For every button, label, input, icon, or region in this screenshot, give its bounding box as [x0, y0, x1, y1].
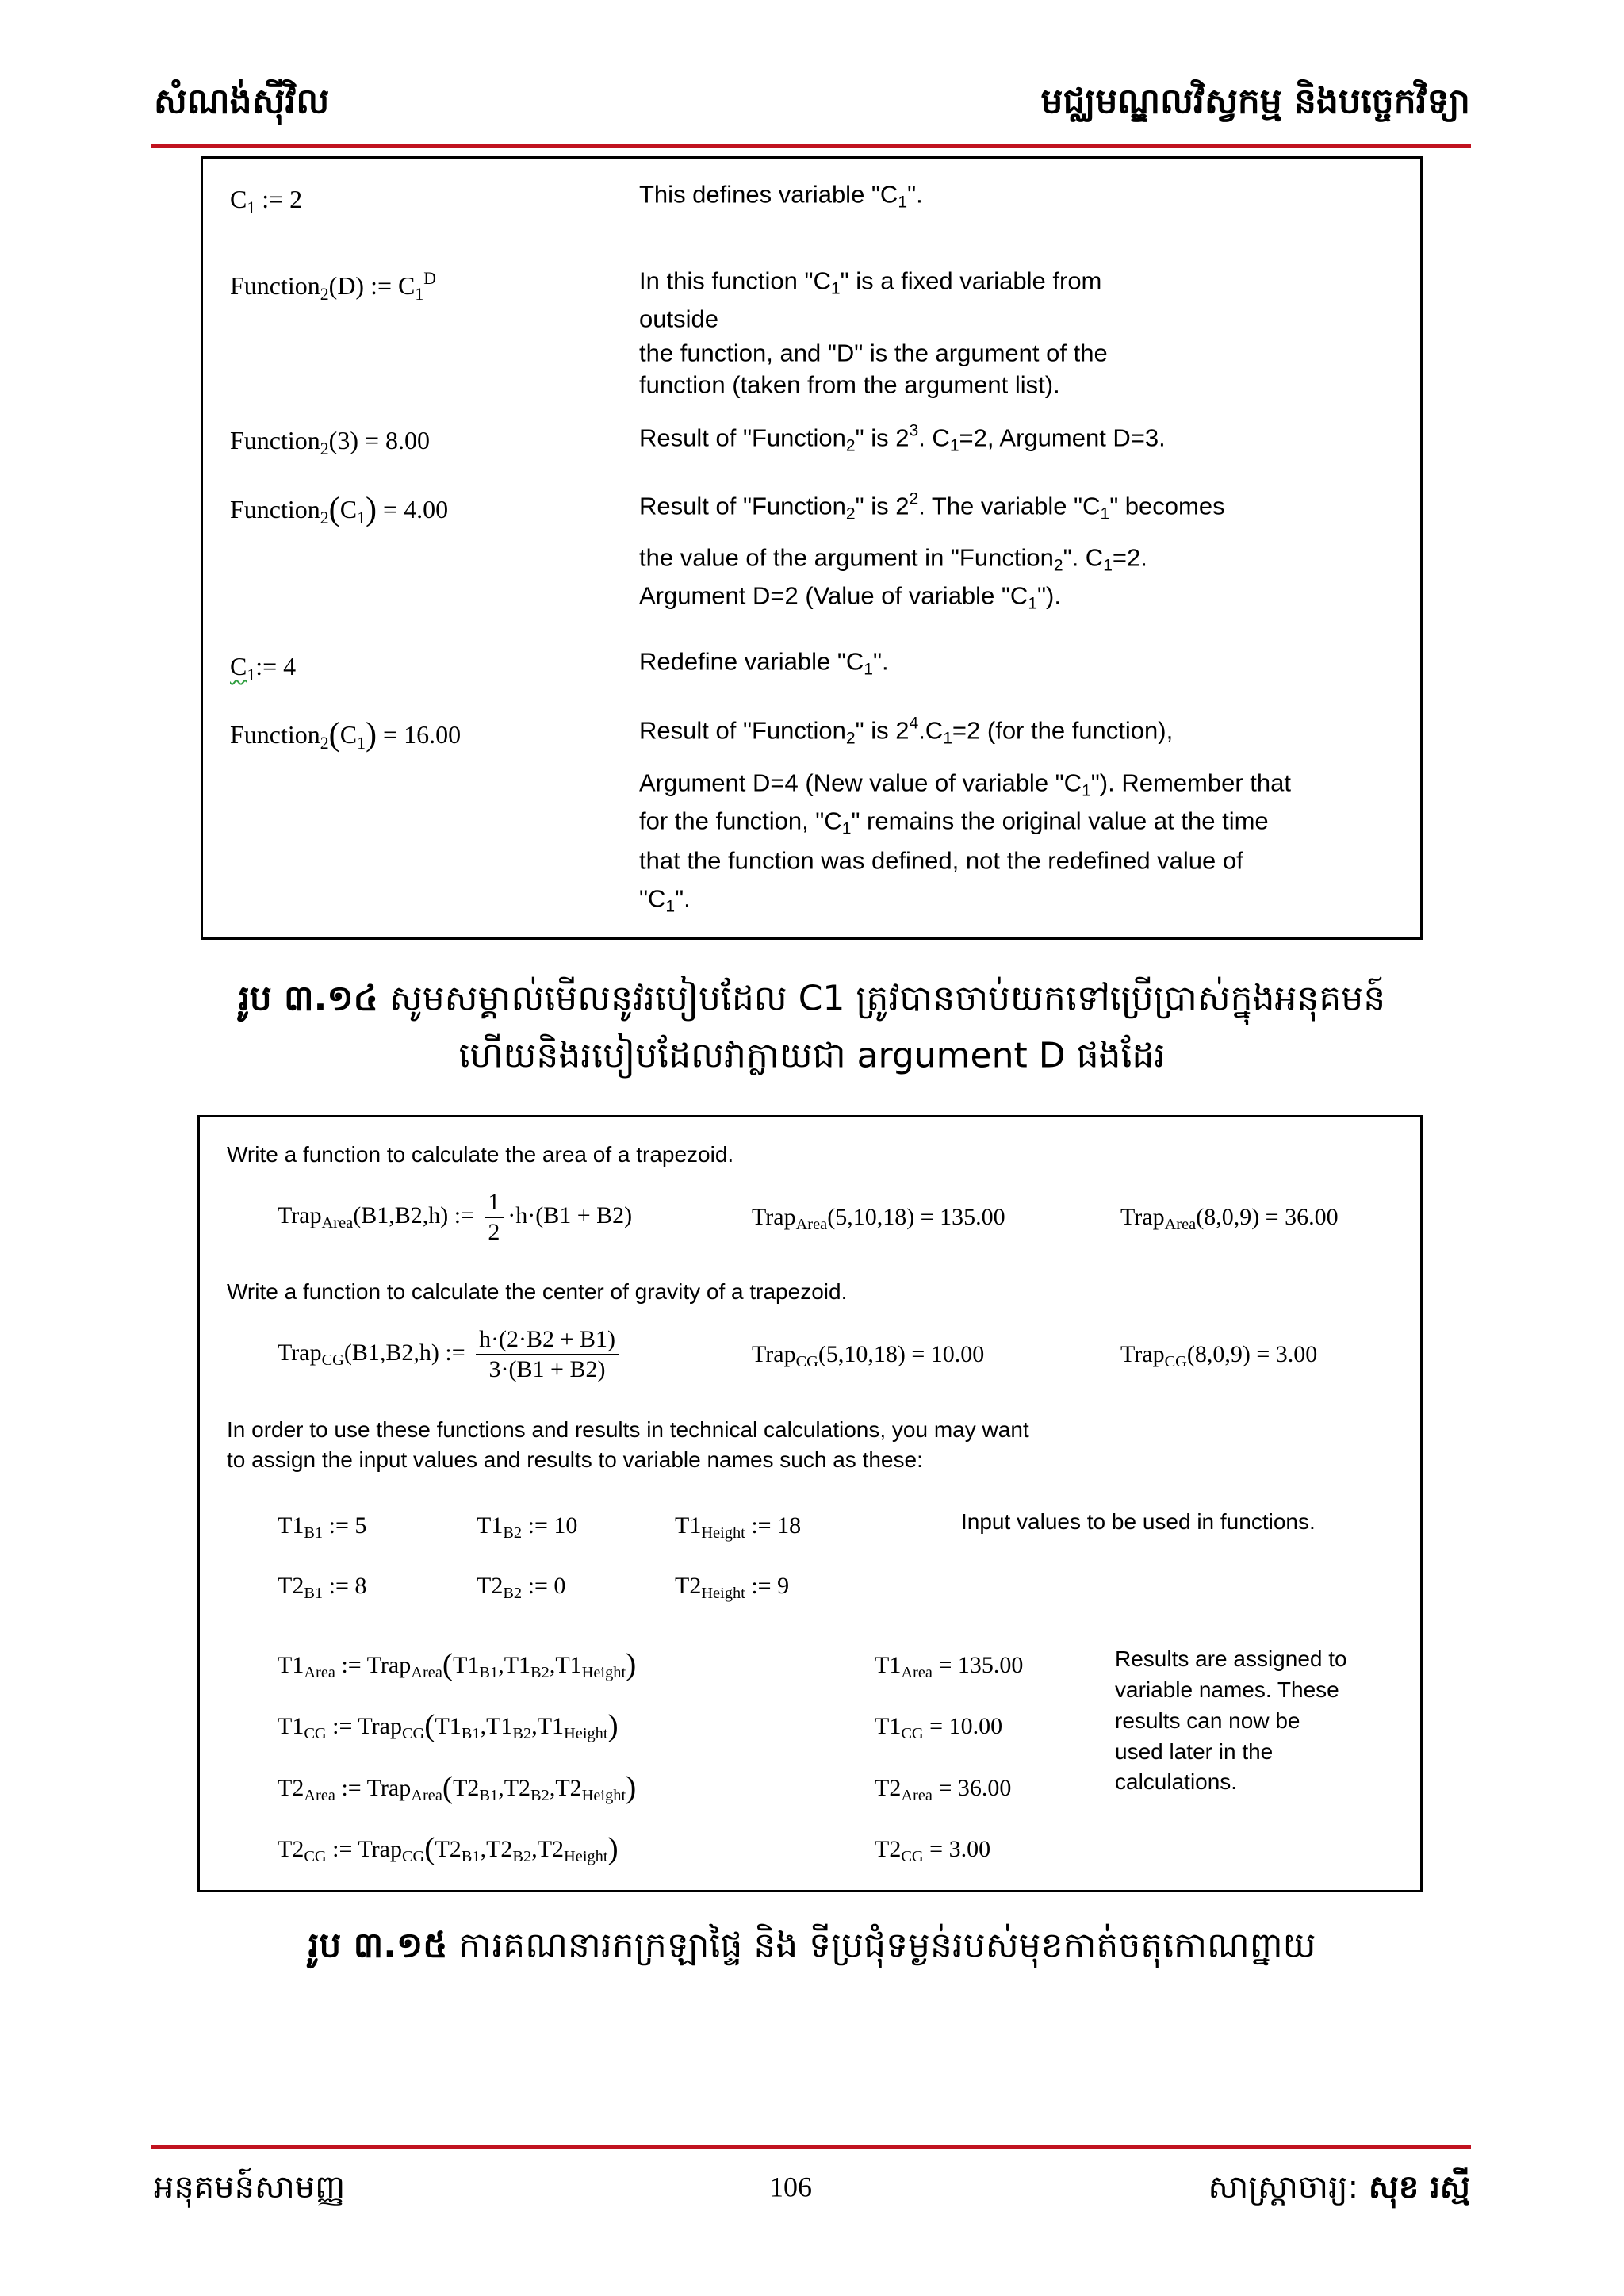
- fraction-denominator: 2: [488, 1219, 500, 1245]
- subscript: Height: [701, 1585, 745, 1603]
- subscript: 2: [845, 436, 856, 455]
- subscript: CG: [321, 1351, 344, 1369]
- math-expression: $Function_2(C_1) = 4.00$: [230, 490, 449, 528]
- parenthesis: (: [424, 1830, 435, 1866]
- subscript: B1: [479, 1787, 499, 1805]
- fraction-denominator: 3·(B1 + B2): [488, 1356, 606, 1382]
- area-evaluation: Trap$_{Area}$(8,0,9) = 36.00: [1120, 1204, 1339, 1234]
- subscript: CG: [304, 1725, 327, 1743]
- author-label: សាស្ត្រាចារ្យ:: [1208, 2169, 1359, 2206]
- subscript: Area: [411, 1664, 442, 1682]
- subscript: CG: [1164, 1353, 1187, 1371]
- subscript: B2: [530, 1664, 550, 1682]
- result-assignment: $T2_{CG}$ := $Trap_{CG}(T2_{B1},T2_{B2},T2_{Height})$: [278, 1830, 619, 1866]
- subscript: 2: [845, 504, 856, 523]
- caption-text: ការគណនារកក្រឡាផ្ទៃ និង ទីប្រជុំទម្ងន់របស់មុខកាត់ចតុកោណព្នាយ: [458, 1925, 1316, 1966]
- subscript: 1: [357, 508, 366, 527]
- math-expression: $Function_2(C_1) = 16.00$: [230, 715, 462, 753]
- subscript: 1: [357, 733, 366, 753]
- note-line: This defines variable "$C_1$".: [639, 180, 923, 212]
- redefinition-warning-variable: $C_1$: [230, 651, 256, 684]
- parenthesis: (: [424, 1708, 435, 1743]
- note-line: Argument D=4 (New value of variable "$C_1$"). Remember that: [639, 769, 1291, 800]
- math-expression: Function$_2$(3) = 8.00: [230, 425, 431, 458]
- cg-evaluation: Trap$_{CG}$(5,10,18) = 10.00: [752, 1341, 985, 1371]
- parenthesis: ): [626, 1646, 637, 1682]
- parenthesis: (: [328, 490, 340, 528]
- caption-text: សូមសម្គាល់មើលនូវរបៀបដែល C1 ត្រូវបានចាប់យកទៅប្រើប្រាស់ក្នុងអនុគមន៍: [389, 978, 1386, 1019]
- area-evaluation: Trap$_{Area}$(5,10,18) = 135.00: [752, 1204, 1005, 1234]
- result-value: $T1_{Area} = 135.00$: [875, 1652, 1024, 1682]
- parenthesis: (: [328, 715, 340, 753]
- math-expression: Function$_2$(D) := $C_1^D$: [230, 268, 436, 304]
- subscript: CG: [401, 1725, 425, 1743]
- superscript: D: [423, 268, 436, 288]
- cg-evaluation: Trap$_{CG}$(8,0,9) = 3.00: [1120, 1341, 1318, 1371]
- parenthesis: ): [626, 1769, 637, 1805]
- note-line: In this function "$C_1$" is a fixed variable from: [639, 266, 1102, 298]
- subscript: 1: [247, 197, 256, 217]
- subscript: B2: [503, 1585, 523, 1603]
- subscript: B1: [461, 1848, 481, 1866]
- parenthesis: (: [442, 1769, 454, 1805]
- math-expression: $C_1$ := 2: [230, 184, 303, 217]
- note-line: the value of the argument in "Function$_2$". $C_1=2$.: [639, 543, 1147, 575]
- note-line: Result of "Function$_2$" is $2^2$. The variable "$C_1$" becomes: [639, 489, 1225, 523]
- result-value: $T1_{CG} = 10.00$: [875, 1713, 1003, 1743]
- subscript: 1: [247, 665, 256, 684]
- result-value: $T2_{Area} = 36.00$: [875, 1775, 1012, 1805]
- subscript: 2: [320, 508, 329, 527]
- subscript: B1: [479, 1664, 499, 1682]
- subscript: Height: [564, 1725, 608, 1743]
- subscript: 1: [864, 660, 874, 679]
- subscript: 1: [898, 193, 908, 212]
- results-note-line: variable names. These: [1115, 1677, 1339, 1703]
- results-note-line: used later in the: [1115, 1739, 1274, 1765]
- subscript: 1: [1103, 556, 1113, 575]
- math-expression-redefinition: [230, 651, 297, 684]
- footer-author: [1208, 2168, 1470, 2206]
- input-assignment: $T1_{Height}$ := 18: [675, 1512, 802, 1543]
- subscript: 1: [1028, 594, 1038, 613]
- paragraph-line: In order to use these functions and results in technical calculations, you may want: [227, 1417, 1029, 1443]
- note-line: Result of "Function$_2$" is $2^3$. $C_1=2$, Argument D=3.: [639, 421, 1166, 455]
- footer-chapter-title: អនុគមន៍សាមញ្ញ: [154, 2169, 346, 2206]
- subscript: 1: [943, 729, 952, 748]
- superscript: 2: [909, 489, 919, 508]
- subscript: 2: [845, 729, 856, 748]
- input-assignment: $T1_{B2}$ := 10: [477, 1512, 578, 1543]
- cg-function-definition: Trap$_{CG}$(B1,B2,h) := $\frac{h\cdot(2\cdot B2 + B1)}{3\cdot(B1 + B2)}$: [278, 1325, 623, 1384]
- input-assignment: $T2_{Height}$ := 9: [675, 1573, 790, 1603]
- subscript: Height: [701, 1524, 745, 1543]
- input-assignment: $T1_{B1}$ := 5: [278, 1512, 367, 1543]
- superscript: 4: [909, 714, 919, 733]
- subscript: 2: [320, 439, 329, 458]
- subscript: 2: [1053, 556, 1063, 575]
- subscript: Area: [901, 1787, 933, 1805]
- subscript: Area: [1164, 1216, 1197, 1234]
- fraction-numerator: 1: [485, 1188, 504, 1218]
- subscript: CG: [901, 1848, 924, 1866]
- subscript: 2: [320, 733, 329, 753]
- author-name: សុខ រស្មី: [1368, 2169, 1470, 2206]
- parenthesis: ): [365, 490, 377, 528]
- parenthesis: (: [442, 1646, 454, 1682]
- header-right-title: មជ្ឈមណ្ឌលវិស្វកម្ម និងបច្ចេកវិទ្យា: [1040, 81, 1470, 122]
- note-line: Argument D=2 (Value of variable "$C_1$").: [639, 581, 1061, 613]
- paragraph-line: to assign the input values and results to variable names such as these:: [227, 1447, 923, 1473]
- parenthesis: ): [607, 1708, 619, 1743]
- note-line: function (taken from the argument list).: [639, 370, 1060, 399]
- subscript: Area: [304, 1664, 335, 1682]
- subscript: B1: [304, 1585, 324, 1603]
- subscript: Height: [581, 1787, 626, 1805]
- subscript: Area: [304, 1787, 335, 1805]
- note-line: for the function, "$C_1$" remains the original value at the time: [639, 807, 1269, 838]
- subscript: B2: [530, 1787, 550, 1805]
- note-line: Result of "Function$_2$" is $2^4.C_1=2$ (for the function),: [639, 714, 1174, 748]
- area-function-definition: Trap$_{Area}$(B1,B2,h) := $\frac{1}{2}$ ·h·(B1 + B2): [278, 1189, 633, 1245]
- subscript: B2: [503, 1524, 523, 1543]
- subscript: CG: [401, 1848, 425, 1866]
- note-line: outside: [639, 305, 718, 333]
- subscript: CG: [795, 1353, 818, 1371]
- note-line: that the function was defined, not the redefined value of: [639, 846, 1243, 875]
- subscript: B1: [461, 1725, 481, 1743]
- result-assignment: $T2_{Area}$ := $Trap_{Area}(T2_{B1},T2_{B2},T2_{Height})$: [278, 1769, 637, 1805]
- result-assignment: $T1_{CG}$ := $Trap_{CG}(T1_{B1},T1_{B2},T1_{Height})$: [278, 1708, 619, 1743]
- header-left-title: សំណង់ស៊ីវិល: [154, 81, 330, 122]
- subscript: 2: [320, 284, 329, 304]
- figure-3-14-caption-line-2: ហើយនិងរបៀបដែលវាក្លាយជា argument D ផងដែរ: [458, 1035, 1166, 1076]
- subscript: 1: [1100, 504, 1110, 523]
- area-heading: Write a function to calculate the area of a trapezoid.: [227, 1142, 734, 1167]
- subscript: CG: [901, 1725, 924, 1743]
- fraction: [476, 1325, 619, 1384]
- subscript: 1: [830, 279, 841, 298]
- result-assignment: $T1_{Area}$ := $Trap_{Area}(T1_{B1},T1_{B2},T1_{Height})$: [278, 1646, 637, 1682]
- subscript: 1: [949, 436, 959, 455]
- input-assignment: $T2_{B2}$ := 0: [477, 1573, 566, 1603]
- subscript: 1: [665, 897, 676, 916]
- fraction-numerator: h·(2·B2 + B1): [476, 1325, 619, 1355]
- figure-3-14-panel: [201, 156, 1423, 940]
- input-assignment: $T2_{B1}$ := 8: [278, 1573, 367, 1603]
- inputs-note: Input values to be used in functions.: [961, 1509, 1316, 1535]
- results-note-line: calculations.: [1115, 1769, 1238, 1795]
- figure-label: រូប ៣.១៥: [308, 1925, 448, 1966]
- subscript: Area: [795, 1216, 828, 1234]
- subscript: B2: [512, 1725, 532, 1743]
- parenthesis: ): [607, 1830, 619, 1866]
- cg-heading: Write a function to calculate the center of gravity of a trapezoid.: [227, 1279, 848, 1305]
- parenthesis: ): [365, 715, 377, 753]
- figure-3-15-caption: [119, 1926, 1505, 1968]
- fraction: [485, 1188, 504, 1247]
- subscript: 1: [1082, 781, 1091, 800]
- subscript: Height: [581, 1664, 626, 1682]
- subscript: Area: [411, 1787, 442, 1805]
- results-note-line: results can now be: [1115, 1708, 1300, 1734]
- page-number: 106: [769, 2171, 812, 2203]
- header-rule: [151, 144, 1471, 148]
- result-value: $T2_{CG} = 3.00$: [875, 1836, 991, 1866]
- note-line: Redefine variable "$C_1$".: [639, 647, 889, 679]
- subscript: B1: [304, 1524, 324, 1543]
- figure-3-15-panel: [197, 1115, 1423, 1892]
- superscript: 3: [909, 421, 919, 440]
- subscript: Height: [564, 1848, 608, 1866]
- subscript: CG: [304, 1848, 327, 1866]
- note-line: the function, and "D" is the argument of the: [639, 339, 1108, 367]
- subscript: 1: [415, 284, 424, 304]
- note-line: "$C_1$".: [639, 884, 691, 916]
- subscript: Area: [901, 1664, 933, 1682]
- figure-3-14-caption-line-1: [119, 979, 1505, 1021]
- figure-label: រូប ៣.១៤: [238, 978, 378, 1019]
- subscript: 1: [841, 819, 852, 838]
- footer-rule: [151, 2145, 1471, 2149]
- subscript: Area: [321, 1214, 354, 1232]
- redefinition-value: := 4: [255, 651, 297, 680]
- results-note-line: Results are assigned to: [1115, 1646, 1347, 1672]
- subscript: B2: [512, 1848, 532, 1866]
